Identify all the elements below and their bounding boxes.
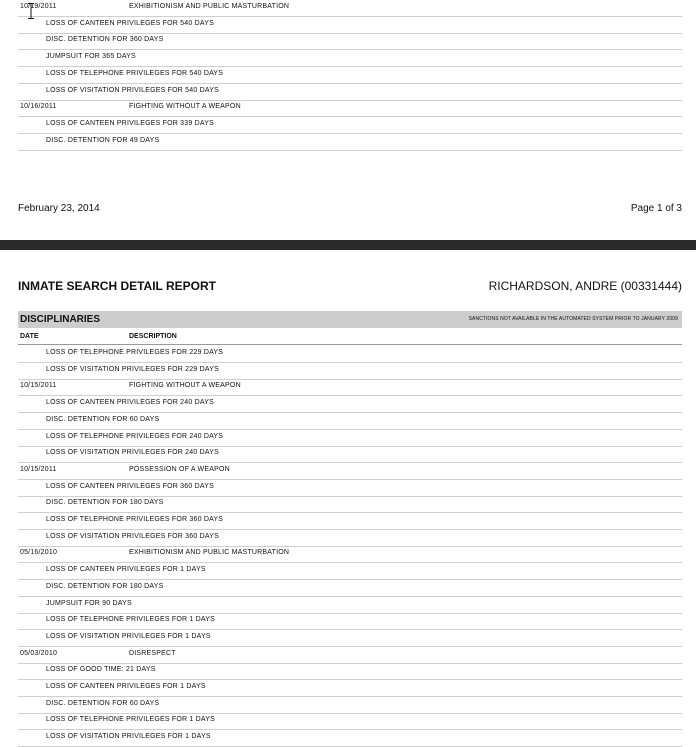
table-row: [18, 530, 682, 547]
table-row: [18, 33, 682, 50]
sanction-text: LOSS OF CANTEEN PRIVILEGES FOR 360 DAYS: [46, 482, 214, 490]
sanction-text: DISC. DETENTION FOR 180 DAYS: [46, 582, 164, 590]
text-cursor-icon: [28, 3, 34, 19]
sanction-text: LOSS OF VISITATION PRIVILEGES FOR 1 DAYS: [46, 733, 211, 741]
sanction-text: DISC. DETENTION FOR 49 DAYS: [46, 136, 160, 144]
sanction-text: LOSS OF VISITATION PRIVILEGES FOR 240 DAYS: [46, 449, 219, 457]
sanction-text: LOSS OF TELEPHONE PRIVILEGES FOR 229 DAYS: [46, 349, 224, 356]
sanction-text: LOSS OF TELEPHONE PRIVILEGES FOR 360 DAYS: [46, 516, 224, 523]
sanction-text: LOSS OF GOOD TIME: 21 DAYS: [46, 666, 156, 674]
incident-description: EXHIBITIONISM AND PUBLIC MASTURBATION: [129, 549, 290, 557]
table-row: [18, 134, 682, 151]
sanction-text: LOSS OF TELEPHONE PRIVILEGES FOR 540 DAYS: [46, 69, 224, 77]
table-row: [18, 117, 682, 134]
sanction-text: DISC. DETENTION FOR 180 DAYS: [46, 499, 164, 507]
sanction-text: LOSS OF TELEPHONE PRIVILEGES FOR 240 DAYS: [46, 432, 224, 440]
incident-description: DISRESPECT: [129, 649, 176, 657]
sanction-text: LOSS OF VISITATION PRIVILEGES FOR 360 DAYS: [46, 532, 219, 540]
table-row: [18, 580, 682, 597]
table-row: [18, 697, 682, 714]
incident-description: FIGHTING WITHOUT A WEAPON: [129, 382, 241, 390]
column-date-header: DATE: [20, 333, 39, 340]
table-row: [18, 463, 682, 480]
table-row: [18, 613, 682, 630]
table-row: [18, 480, 682, 497]
sanction-text: LOSS OF CANTEEN PRIVILEGES FOR 240 DAYS: [46, 399, 214, 407]
table-row: [18, 84, 682, 101]
incident-date: 10/16/2011: [20, 103, 57, 111]
table-row: [18, 363, 682, 380]
sanction-text: LOSS OF CANTEEN PRIVILEGES FOR 540 DAYS: [46, 19, 214, 27]
table-row: [18, 50, 682, 67]
incident-date: 10/15/2011: [20, 465, 57, 473]
section-note: SANCTIONS NOT AVAILABLE IN THE AUTOMATED SYSTEM PRIOR TO JANUARY 2009: [468, 316, 678, 322]
footer-page-number: Page 1 of 3: [630, 203, 682, 214]
sanction-text: JUMPSUIT FOR 365 DAYS: [46, 53, 136, 61]
table-row: [18, 17, 682, 34]
incident-description: FIGHTING WITHOUT A WEAPON: [129, 103, 241, 111]
column-header: [18, 330, 682, 345]
table-row: [18, 546, 682, 563]
report-title: INMATE SEARCH DETAIL REPORT: [18, 279, 217, 293]
table-row: [18, 413, 682, 430]
table-row: [18, 346, 682, 363]
table-row: [18, 379, 682, 396]
table-row: [18, 713, 682, 730]
sanction-text: DISC. DETENTION FOR 360 DAYS: [46, 36, 164, 44]
table-row: [18, 513, 682, 530]
table-row: [18, 430, 682, 447]
incident-date: 05/03/2010: [20, 649, 58, 657]
table-row: [18, 563, 682, 580]
table-row: [18, 680, 682, 697]
table-row: [18, 730, 682, 747]
page-separator: [0, 240, 696, 250]
table-row: [18, 597, 682, 614]
table-row: [18, 67, 682, 84]
table-row: [18, 0, 682, 17]
footer-date: February 23, 2014: [18, 203, 100, 214]
table-row: [18, 496, 682, 513]
inmate-name: RICHARDSON, ANDRE (00331444): [488, 279, 682, 293]
table-row: [18, 630, 682, 647]
section-title: DISCIPLINARIES: [20, 314, 101, 325]
table-row: [18, 396, 682, 413]
incident-date: 10/19/2011: [20, 3, 57, 10]
sanction-text: LOSS OF TELEPHONE PRIVILEGES FOR 1 DAYS: [46, 616, 215, 624]
column-description-header: DESCRIPTION: [129, 333, 177, 340]
incident-date: 05/16/2010: [20, 549, 58, 557]
sanction-text: LOSS OF TELEPHONE PRIVILEGES FOR 1 DAYS: [46, 716, 215, 724]
sanction-text: LOSS OF VISITATION PRIVILEGES FOR 1 DAYS: [46, 632, 211, 640]
incident-description: EXHIBITIONISM AND PUBLIC MASTURBATION: [129, 3, 290, 10]
sanction-text: JUMPSUIT FOR 90 DAYS: [46, 599, 132, 607]
disciplinaries-section-header: [18, 311, 682, 328]
incident-date: 10/15/2011: [20, 382, 57, 390]
sanction-text: LOSS OF CANTEEN PRIVILEGES FOR 1 DAYS: [46, 566, 206, 574]
sanction-text: LOSS OF CANTEEN PRIVILEGES FOR 339 DAYS: [46, 119, 214, 127]
table-row: [18, 647, 682, 664]
sanction-text: DISC. DETENTION FOR 60 DAYS: [46, 699, 160, 707]
table-row: [18, 446, 682, 463]
sanction-text: LOSS OF VISITATION PRIVILEGES FOR 540 DAYS: [46, 86, 219, 94]
incident-description: POSSESSION OF A WEAPON: [129, 465, 230, 473]
sanction-text: LOSS OF CANTEEN PRIVILEGES FOR 1 DAYS: [46, 683, 206, 690]
table-row: [18, 100, 682, 117]
sanction-text: LOSS OF VISITATION PRIVILEGES FOR 229 DAYS: [46, 365, 219, 373]
table-row: [18, 663, 682, 680]
sanction-text: DISC. DETENTION FOR 60 DAYS: [46, 415, 160, 423]
